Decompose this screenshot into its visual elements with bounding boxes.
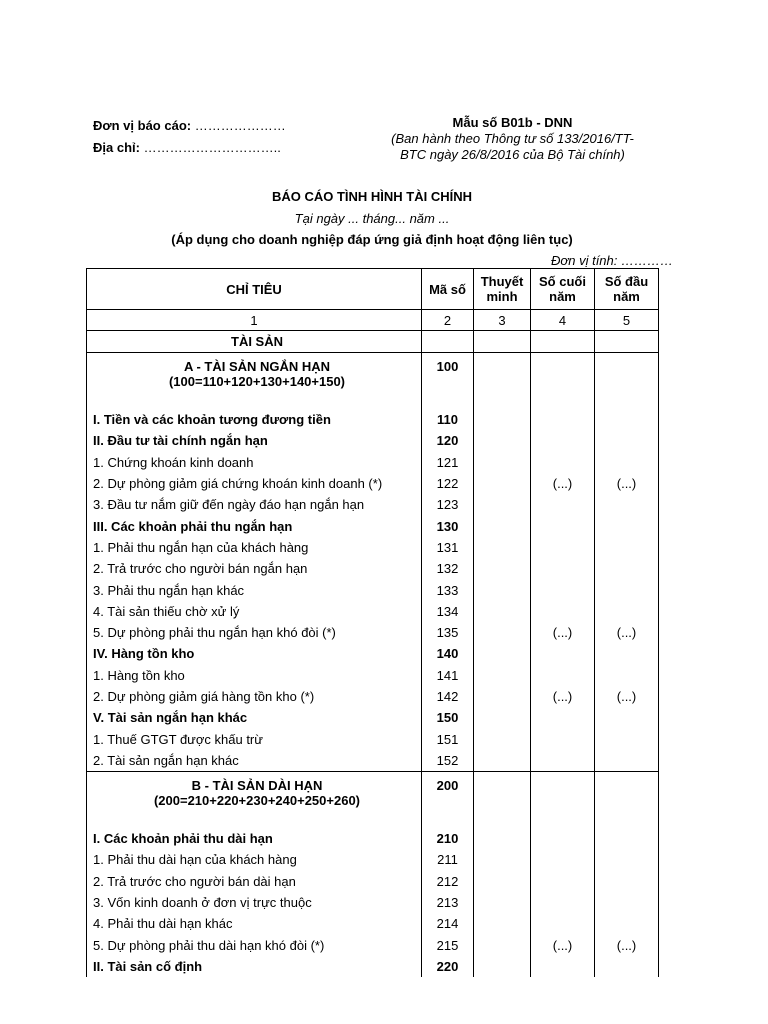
table-row — [87, 643, 659, 664]
row-end-of-year — [531, 409, 595, 430]
row-code: 134 — [422, 601, 474, 622]
row-code: 142 — [422, 686, 474, 707]
row-note — [474, 409, 531, 430]
table-row — [87, 728, 659, 749]
table-row — [87, 452, 659, 473]
row-item: 5. Dự phòng phải thu dài hạn khó đòi (*) — [87, 935, 422, 956]
row-beginning-of-year — [595, 515, 659, 536]
row-note — [474, 750, 531, 772]
row-code: 135 — [422, 622, 474, 643]
row-code: 150 — [422, 707, 474, 728]
row-note — [474, 558, 531, 579]
row-item: V. Tài sản ngắn hạn khác — [87, 707, 422, 728]
table-row — [87, 601, 659, 622]
row-note — [474, 828, 531, 849]
row-beginning-of-year — [595, 849, 659, 870]
row-code: 210 — [422, 828, 474, 849]
row-item: IV. Hàng tồn kho — [87, 643, 422, 664]
row-end-of-year: (...) — [531, 686, 595, 707]
table-row — [87, 473, 659, 494]
row-end-of-year — [531, 750, 595, 772]
form-number: Mẫu số B01b - DNN — [452, 115, 573, 130]
table-row — [87, 409, 659, 430]
row-item: 5. Dự phòng phải thu ngắn hạn khó đòi (*) — [87, 622, 422, 643]
header-beginning-of-year — [595, 269, 659, 310]
row-item: 1. Phải thu dài hạn của khách hàng — [87, 849, 422, 870]
row-item: 3. Phải thu ngắn hạn khác — [87, 579, 422, 600]
row-beginning-of-year — [595, 913, 659, 934]
table-row — [87, 515, 659, 536]
row-code: 110 — [422, 409, 474, 430]
header-item: CHỈ TIÊU — [87, 269, 422, 310]
section-a-line-2: (100=110+120+130+140+150) — [168, 374, 346, 389]
row-item: 4. Phải thu dài hạn khác — [87, 913, 422, 934]
row-end-of-year — [531, 537, 595, 558]
table-row — [87, 579, 659, 600]
row-note — [474, 430, 531, 451]
row-beginning-of-year — [595, 665, 659, 686]
row-end-of-year — [531, 728, 595, 749]
row-note — [474, 871, 531, 892]
row-beginning-of-year — [595, 558, 659, 579]
row-end-of-year: (...) — [531, 473, 595, 494]
row-end-of-year — [531, 956, 595, 977]
row-end-of-year — [531, 643, 595, 664]
row-note — [474, 913, 531, 934]
row-code: 212 — [422, 871, 474, 892]
header-end-line-1: Số cuối — [539, 274, 586, 289]
row-beginning-of-year: (...) — [595, 622, 659, 643]
row-note — [474, 643, 531, 664]
row-end-of-year — [531, 601, 595, 622]
row-note — [474, 956, 531, 977]
row-end-of-year — [531, 515, 595, 536]
row-item: I. Tiền và các khoản tương đương tiền — [87, 409, 422, 430]
row-code: 121 — [422, 452, 474, 473]
table-row — [87, 750, 659, 772]
row-note — [474, 473, 531, 494]
table-row — [87, 686, 659, 707]
row-code: 122 — [422, 473, 474, 494]
row-beginning-of-year — [595, 871, 659, 892]
column-number-row — [87, 310, 659, 331]
row-beginning-of-year — [595, 643, 659, 664]
row-note — [474, 665, 531, 686]
section-b-line-1: B - TÀI SẢN DÀI HẠN — [191, 778, 323, 794]
table-row — [87, 707, 659, 728]
row-item: 1. Hàng tồn kho — [87, 665, 422, 686]
table-row — [87, 665, 659, 686]
table-row — [87, 956, 659, 977]
column-number-1: 1 — [87, 310, 422, 331]
row-end-of-year — [531, 452, 595, 473]
row-note — [474, 515, 531, 536]
header-note-line-1: Thuyết — [480, 274, 524, 289]
row-item: 1. Thuế GTGT được khấu trừ — [87, 728, 422, 749]
row-beginning-of-year — [595, 430, 659, 451]
table-row — [87, 871, 659, 892]
row-beginning-of-year: (...) — [595, 686, 659, 707]
row-item: 2. Tài sản ngắn hạn khác — [87, 750, 422, 772]
row-code: 215 — [422, 935, 474, 956]
section-b-line-2: (200=210+220+230+240+250+260) — [153, 793, 361, 809]
row-end-of-year — [531, 892, 595, 913]
table-row — [87, 537, 659, 558]
row-item: III. Các khoản phải thu ngắn hạn — [87, 515, 422, 536]
column-number-2: 2 — [422, 310, 474, 331]
header-end-of-year — [531, 269, 595, 310]
assets-heading: TÀI SẢN — [87, 331, 422, 353]
header-begin-line-2: năm — [613, 289, 640, 304]
row-end-of-year — [531, 828, 595, 849]
form-info-block — [370, 115, 655, 163]
row-beginning-of-year — [595, 728, 659, 749]
address-value: ………………………….. — [143, 140, 281, 155]
financial-position-table — [86, 268, 659, 977]
row-code: 220 — [422, 956, 474, 977]
row-end-of-year — [531, 430, 595, 451]
row-code: 140 — [422, 643, 474, 664]
row-note — [474, 622, 531, 643]
row-beginning-of-year — [595, 956, 659, 977]
reporting-unit-label: Đơn vị báo cáo: — [93, 118, 192, 133]
row-beginning-of-year — [595, 601, 659, 622]
row-beginning-of-year — [595, 707, 659, 728]
row-end-of-year — [531, 579, 595, 600]
row-note — [474, 494, 531, 515]
row-beginning-of-year — [595, 579, 659, 600]
row-code: 123 — [422, 494, 474, 515]
row-beginning-of-year — [595, 750, 659, 772]
row-code: 132 — [422, 558, 474, 579]
header-end-line-2: năm — [549, 289, 576, 304]
row-item: 3. Đầu tư nắm giữ đến ngày đáo hạn ngắn hạn — [87, 494, 422, 515]
section-a-code: 100 — [422, 353, 474, 410]
table-row — [87, 849, 659, 870]
header-begin-line-1: Số đầu — [604, 274, 649, 289]
row-code: 131 — [422, 537, 474, 558]
table-row — [87, 430, 659, 451]
row-note — [474, 601, 531, 622]
header-note — [474, 269, 531, 310]
row-end-of-year — [531, 558, 595, 579]
row-item: II. Đầu tư tài chính ngắn hạn — [87, 430, 422, 451]
row-code: 213 — [422, 892, 474, 913]
row-note — [474, 849, 531, 870]
address-line — [93, 137, 286, 159]
table-row — [87, 913, 659, 934]
row-item: 2. Dự phòng giảm giá hàng tồn kho (*) — [87, 686, 422, 707]
column-number-5: 5 — [595, 310, 659, 331]
table-row — [87, 935, 659, 956]
table-row — [87, 558, 659, 579]
section-a-title — [87, 353, 422, 410]
section-a-row — [87, 353, 659, 410]
row-note — [474, 935, 531, 956]
row-item: II. Tài sản cố định — [87, 956, 422, 977]
column-number-3: 3 — [474, 310, 531, 331]
table-row — [87, 892, 659, 913]
row-beginning-of-year — [595, 537, 659, 558]
row-beginning-of-year — [595, 409, 659, 430]
currency-unit: Đơn vị tính: ………… — [551, 253, 673, 268]
row-code: 214 — [422, 913, 474, 934]
issued-by-line-2: BTC ngày 26/8/2016 của Bộ Tài chính) — [400, 147, 625, 162]
row-note — [474, 707, 531, 728]
row-code: 211 — [422, 849, 474, 870]
row-note — [474, 537, 531, 558]
row-note — [474, 686, 531, 707]
row-end-of-year — [531, 494, 595, 515]
report-applicability: (Áp dụng cho doanh nghiệp đáp ứng giả định hoạt động liên tục) — [171, 232, 573, 247]
row-code: 151 — [422, 728, 474, 749]
table-header-row — [87, 269, 659, 310]
row-beginning-of-year — [595, 828, 659, 849]
report-title: BÁO CÁO TÌNH HÌNH TÀI CHÍNH — [271, 189, 473, 204]
section-a-line-1: A - TÀI SẢN NGẮN HẠN — [183, 359, 331, 374]
assets-heading-row — [87, 331, 659, 353]
row-end-of-year: (...) — [531, 935, 595, 956]
header-code: Mã số — [422, 269, 474, 310]
row-end-of-year — [531, 665, 595, 686]
column-number-4: 4 — [531, 310, 595, 331]
header-note-line-2: minh — [486, 289, 518, 304]
row-note — [474, 892, 531, 913]
row-end-of-year — [531, 849, 595, 870]
reporting-unit-block — [93, 115, 286, 159]
table-row — [87, 494, 659, 515]
row-code: 133 — [422, 579, 474, 600]
issued-by-line-1: (Ban hành theo Thông tư số 133/2016/TT- — [391, 131, 634, 146]
row-item: 1. Chứng khoán kinh doanh — [87, 452, 422, 473]
row-note — [474, 728, 531, 749]
row-code: 152 — [422, 750, 474, 772]
table-row — [87, 828, 659, 849]
row-item: 2. Dự phòng giảm giá chứng khoán kinh doanh (*) — [87, 473, 422, 494]
row-item: 4. Tài sản thiếu chờ xử lý — [87, 601, 422, 622]
row-item: 3. Vốn kinh doanh ở đơn vị trực thuộc — [87, 892, 422, 913]
section-b-row — [87, 772, 659, 829]
row-beginning-of-year — [595, 494, 659, 515]
row-beginning-of-year — [595, 452, 659, 473]
row-item: 1. Phải thu ngắn hạn của khách hàng — [87, 537, 422, 558]
reporting-unit-value: ………………… — [194, 118, 286, 133]
row-end-of-year: (...) — [531, 622, 595, 643]
row-beginning-of-year: (...) — [595, 473, 659, 494]
row-note — [474, 579, 531, 600]
row-code: 141 — [422, 665, 474, 686]
row-note — [474, 452, 531, 473]
address-label: Địa chỉ: — [93, 140, 140, 155]
row-item: 2. Trả trước cho người bán dài hạn — [87, 871, 422, 892]
section-b-title — [87, 772, 422, 829]
row-end-of-year — [531, 871, 595, 892]
row-end-of-year — [531, 913, 595, 934]
row-item: I. Các khoản phải thu dài hạn — [87, 828, 422, 849]
row-code: 130 — [422, 515, 474, 536]
row-item: 2. Trả trước cho người bán ngắn hạn — [87, 558, 422, 579]
row-code: 120 — [422, 430, 474, 451]
row-beginning-of-year — [595, 892, 659, 913]
table-row — [87, 622, 659, 643]
section-b-code: 200 — [422, 772, 474, 829]
report-date-line: Tại ngày ... tháng... năm ... — [294, 211, 450, 226]
row-beginning-of-year: (...) — [595, 935, 659, 956]
row-end-of-year — [531, 707, 595, 728]
reporting-unit-line — [93, 115, 286, 137]
